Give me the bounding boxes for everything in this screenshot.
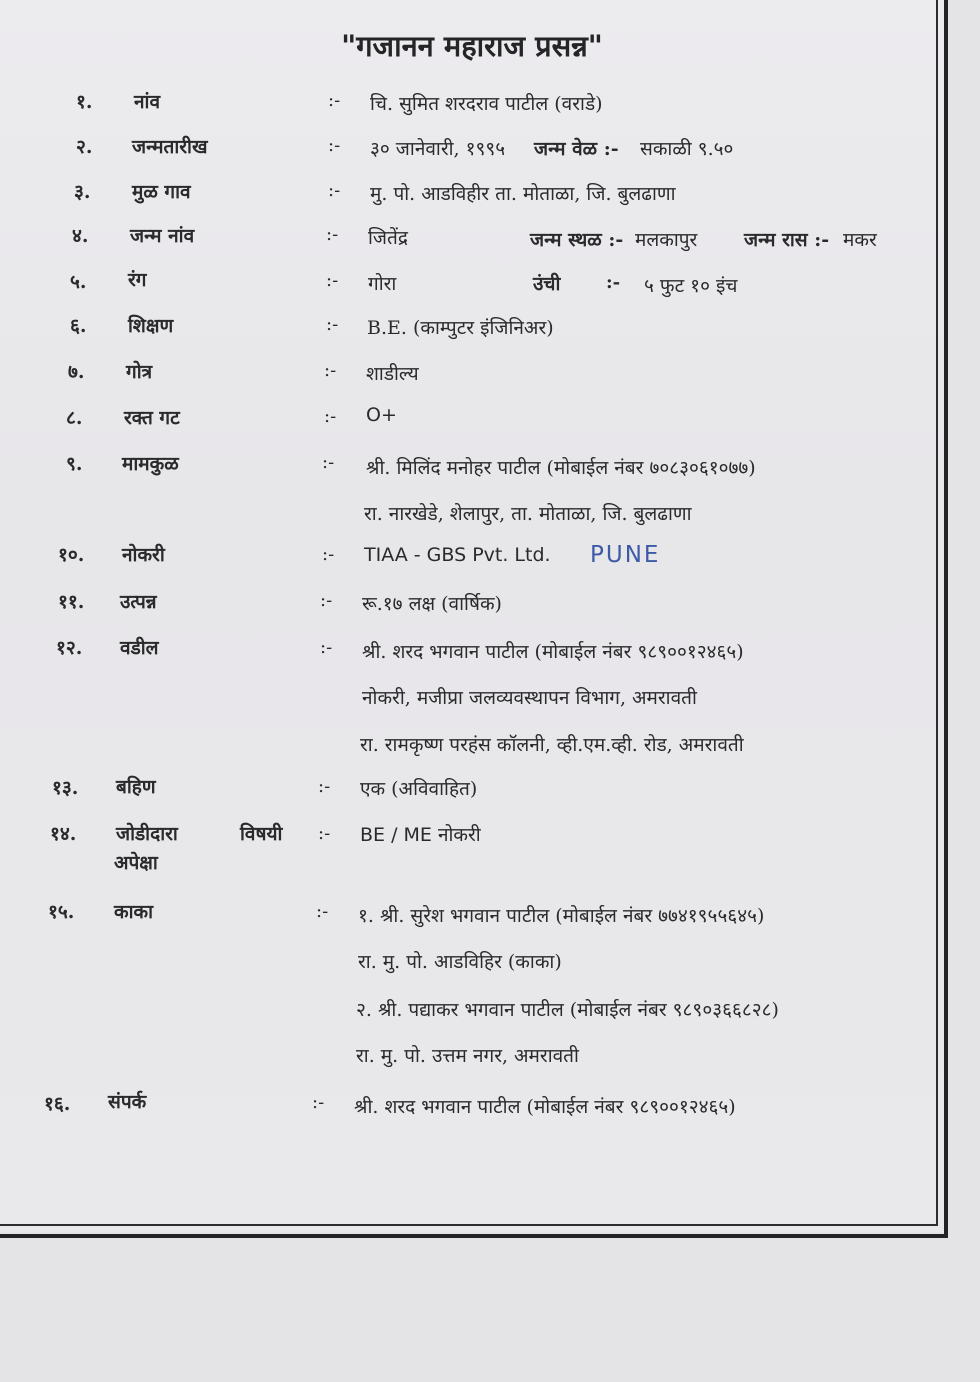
row-11-separator: :- xyxy=(320,590,333,611)
row-9-number: ९. xyxy=(66,453,83,475)
row-8-separator: :- xyxy=(324,406,337,427)
row-15-number: १५. xyxy=(48,901,75,923)
row-4-separator: :- xyxy=(326,224,339,245)
row-2-separator: :- xyxy=(328,135,341,156)
row-1-value: चि. सुमित शरदराव पाटील (वराडे) xyxy=(370,93,603,115)
row-15-separator: :- xyxy=(316,901,329,922)
handwritten-city-note: PUNE xyxy=(590,542,661,568)
row-15-value-line-3: २. श्री. पद्याकर भगवान पाटील (मोबाईल नंबर ९८९०३६६८२८) xyxy=(356,999,779,1021)
row-14-label: जोडीदारा xyxy=(116,823,178,845)
page-border-bottom-inner xyxy=(0,1224,938,1226)
row-7-number: ७. xyxy=(68,361,85,383)
row-8-value: O+ xyxy=(366,404,397,426)
row-7-value: शाडील्य xyxy=(366,363,419,385)
height-value: ५ फुट १० इंच xyxy=(644,275,738,297)
row-1-label: नांव xyxy=(134,91,161,113)
page-border-right xyxy=(944,0,948,1238)
row-1-separator: :- xyxy=(328,90,341,111)
row-12-label: वडील xyxy=(120,637,159,659)
row-3-value: मु. पो. आडविहीर ता. मोताळा, जि. बुलढाणा xyxy=(370,183,676,205)
birth-sign-label: जन्म रास :- xyxy=(744,229,830,251)
row-14-label-suffix: विषयी xyxy=(240,823,283,845)
row-16-value: श्री. शरद भगवान पाटील (मोबाईल नंबर ९८९००१२४६५) xyxy=(354,1096,736,1118)
row-11-value: रू.१७ लक्ष (वार्षिक) xyxy=(362,593,502,615)
row-13-value: एक (अविवाहित) xyxy=(360,778,478,800)
row-7-separator: :- xyxy=(324,360,337,381)
row-16-separator: :- xyxy=(312,1092,325,1113)
row-16-label: संपर्क xyxy=(108,1091,147,1113)
row-12-value-line-1: श्री. शरद भगवान पाटील (मोबाईल नंबर ९८९००१२४६५) xyxy=(362,641,744,663)
birth-time-value: सकाळी ९.५० xyxy=(640,138,734,160)
row-5-label: रंग xyxy=(128,269,147,291)
row-8-number: ८. xyxy=(66,407,83,429)
row-5-number: ५. xyxy=(70,271,87,293)
height-label: उंची xyxy=(533,273,561,295)
row-2-number: २. xyxy=(76,136,93,158)
row-9-value-line-2: रा. नारखेडे, शेलापुर, ता. मोताळा, जि. बुलढाणा xyxy=(364,503,692,525)
row-14-label-line-2: अपेक्षा xyxy=(114,852,158,874)
row-10-value: TIAA - GBS Pvt. Ltd. xyxy=(364,544,551,566)
row-10-number: १०. xyxy=(58,544,85,566)
row-13-number: १३. xyxy=(52,777,79,799)
row-3-label: मुळ गाव xyxy=(132,181,191,203)
row-2-label: जन्मतारीख xyxy=(132,136,208,158)
row-15-value-line-4: रा. मु. पो. उत्तम नगर, अमरावती xyxy=(356,1045,579,1067)
row-14-value: BE / ME नोकरी xyxy=(360,824,481,846)
row-5-value: गोरा xyxy=(368,273,397,295)
row-12-separator: :- xyxy=(320,637,333,658)
row-6-label: शिक्षण xyxy=(128,315,174,337)
row-6-number: ६. xyxy=(70,315,87,337)
document-title: "गजानन महाराज प्रसन्न" xyxy=(341,29,603,63)
row-11-number: ११. xyxy=(58,591,85,613)
page-border-right-inner xyxy=(936,0,938,1226)
row-15-value-line-1: १. श्री. सुरेश भगवान पाटील (मोबाईल नंबर ७७४१९५५६४५) xyxy=(358,905,765,927)
birth-sign-value: मकर xyxy=(843,229,877,251)
row-5-separator: :- xyxy=(326,270,339,291)
row-15-value-line-2: रा. मु. पो. आडविहिर (काका) xyxy=(358,951,562,973)
row-16-number: १६. xyxy=(44,1093,71,1115)
row-10-separator: :- xyxy=(322,544,335,565)
row-13-label: बहिण xyxy=(116,776,156,798)
row-2-value: ३० जानेवारी, १९९५ xyxy=(370,138,506,160)
row-12-value-line-2: नोकरी, मजीप्रा जलव्यवस्थापन विभाग, अमरावती xyxy=(362,687,697,709)
row-6-value: B.E. (काम्पुटर इंजिनिअर) xyxy=(367,317,554,339)
row-3-separator: :- xyxy=(328,180,341,201)
birth-place-label: जन्म स्थळ :- xyxy=(530,229,624,251)
row-15-label: काका xyxy=(114,901,154,923)
page-border-bottom xyxy=(0,1234,948,1238)
row-10-label: नोकरी xyxy=(122,544,165,566)
row-14-separator: :- xyxy=(318,823,331,844)
row-4-value: जितेंद्र xyxy=(368,227,408,249)
row-11-label: उत्पन्न xyxy=(120,591,157,613)
row-4-label: जन्म नांव xyxy=(130,225,195,247)
row-7-label: गोत्र xyxy=(126,361,153,383)
row-9-label: मामकुळ xyxy=(122,453,179,475)
row-13-separator: :- xyxy=(318,776,331,797)
row-12-number: १२. xyxy=(56,637,83,659)
row-9-separator: :- xyxy=(322,452,335,473)
height-separator: :- xyxy=(606,272,621,293)
row-1-number: १. xyxy=(76,91,93,113)
row-6-separator: :- xyxy=(326,314,339,335)
birth-place-value: मलकापुर xyxy=(635,229,698,251)
row-9-value-line-1: श्री. मिलिंद मनोहर पाटील (मोबाईल नंबर ७०८३०६१०७७) xyxy=(366,457,756,479)
row-4-number: ४. xyxy=(72,225,89,247)
row-12-value-line-3: रा. रामकृष्ण परहंस कॉलनी, व्ही.एम.व्ही. रोड, अमरावती xyxy=(360,734,744,756)
row-8-label: रक्त गट xyxy=(124,407,180,429)
row-14-number: १४. xyxy=(50,823,77,845)
birth-time-label: जन्म वेळ :- xyxy=(534,138,619,160)
row-3-number: ३. xyxy=(74,181,91,203)
